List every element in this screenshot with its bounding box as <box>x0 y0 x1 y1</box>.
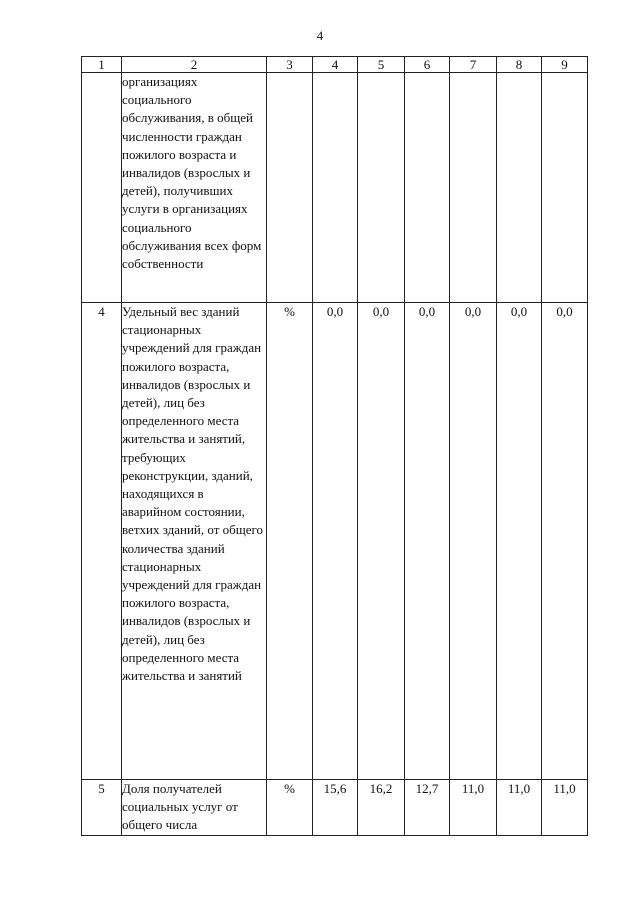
column-header: 8 <box>497 57 542 73</box>
value-cell: 12,7 <box>405 780 450 836</box>
value-cell <box>542 73 588 303</box>
column-header: 2 <box>122 57 267 73</box>
indicator-name-text: Удельный вес зданий стационарных учреждений для граждан пожилого возраста, инвалидов (взрослых и детей), лиц без определенного места жительства и занятий, требующих реконструкции, зданий, находящихся в аварийном состоянии, ветхих зданий, от общего количества зданий стационарных учреждений для граждан пожилого возраста, инвалидов (взрослых и детей), лиц без определенного места жительства и занятий <box>122 304 264 684</box>
column-header: 1 <box>82 57 122 73</box>
value-cell: 0,0 <box>450 303 497 780</box>
value-cell: 11,0 <box>497 780 542 836</box>
indicator-name-text: Доля получателей социальных услуг от общего числа <box>122 781 238 833</box>
value-cell: 0,0 <box>313 303 358 780</box>
value-cell: 0,0 <box>542 303 588 780</box>
unit-cell: % <box>267 780 313 836</box>
indicator-name <box>122 73 267 303</box>
indicators-table <box>81 56 588 836</box>
table-row <box>82 780 588 836</box>
column-header: 7 <box>450 57 497 73</box>
value-cell: 11,0 <box>450 780 497 836</box>
value-cell: 0,0 <box>358 303 405 780</box>
indicator-name <box>122 780 267 836</box>
value-cell: 16,2 <box>358 780 405 836</box>
row-number: 5 <box>82 780 122 836</box>
unit-cell: % <box>267 303 313 780</box>
value-cell <box>313 73 358 303</box>
value-cell: 0,0 <box>405 303 450 780</box>
value-cell <box>450 73 497 303</box>
page-number: 4 <box>316 28 324 43</box>
indicator-name-text: организациях социального обслуживания, в общей численности граждан пожилого возраста и инвалидов (взрослых и детей), получивших услуги в организациях социального обслуживания всех форм собственности <box>122 74 262 272</box>
row-number: 4 <box>82 303 122 780</box>
column-header: 4 <box>313 57 358 73</box>
table-row <box>82 73 588 303</box>
value-cell <box>405 73 450 303</box>
value-cell <box>358 73 405 303</box>
row-number <box>82 73 122 303</box>
indicator-name <box>122 303 267 780</box>
value-cell: 11,0 <box>542 780 588 836</box>
column-header: 5 <box>358 57 405 73</box>
value-cell: 0,0 <box>497 303 542 780</box>
column-header: 9 <box>542 57 588 73</box>
table-row <box>82 303 588 780</box>
value-cell: 15,6 <box>313 780 358 836</box>
column-header: 6 <box>405 57 450 73</box>
column-header: 3 <box>267 57 313 73</box>
unit-cell <box>267 73 313 303</box>
table-header-row <box>82 57 588 73</box>
value-cell <box>497 73 542 303</box>
